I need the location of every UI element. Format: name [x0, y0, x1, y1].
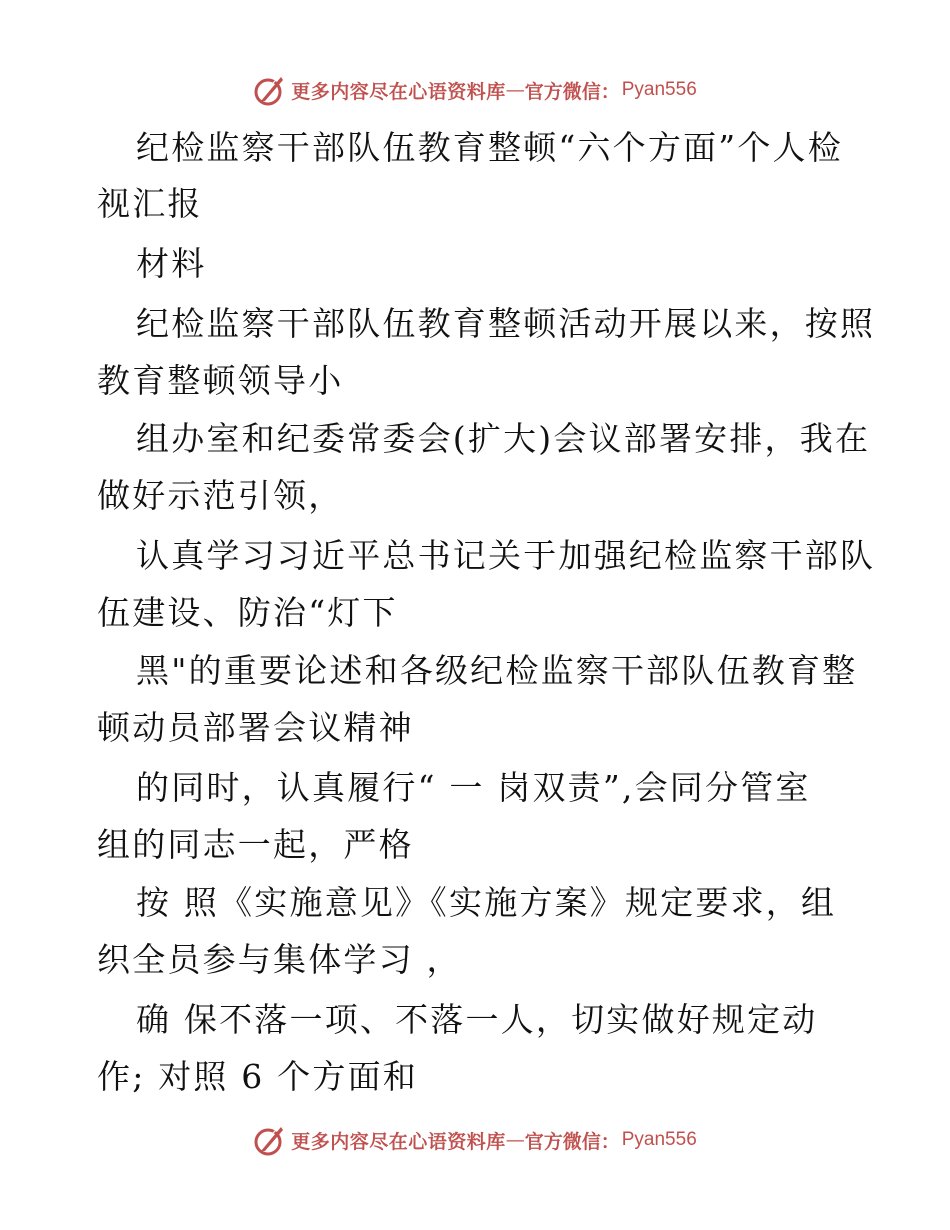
footer-banner: [0, 1120, 950, 1160]
text-line: 顿动员部署会议精神: [97, 708, 414, 747]
quill-logo-icon: [253, 1123, 287, 1157]
text-line: 黑"的重要论述和各级纪检监察干部队伍教育整: [136, 651, 858, 690]
text-line: 组的同志一起，严格: [97, 825, 414, 864]
text-line: 教育整顿领导小: [97, 361, 344, 400]
header-banner: [0, 70, 950, 110]
text-line: 伍建设、防治“灯下: [97, 593, 398, 632]
quill-logo-icon: [253, 73, 287, 107]
text-line: 组办室和纪委常委会(扩大)会议部署安排，我在: [136, 419, 871, 458]
text-line: 视汇报: [97, 184, 203, 223]
header-wechat-label: 官方微信：: [524, 80, 620, 103]
text-line: 认真学习习近平总书记关于加强纪检监察干部队: [136, 536, 876, 575]
text-line: 作; 对照 6 个方面和: [97, 1057, 418, 1096]
header-separator: —: [505, 79, 525, 101]
text-line: 做好示范引领，: [97, 476, 344, 515]
header-wechat-id: Pyan556: [621, 79, 697, 100]
header-site-name: 更多内容尽在心语资料库: [291, 80, 506, 103]
footer-wechat-label: 官方微信：: [524, 1130, 620, 1153]
text-line: 按 照《实施意见》《实施方案》规定要求，组: [136, 883, 837, 922]
text-line: 织全员参与集体学习 ，: [97, 940, 462, 979]
text-line: 纪检监察干部队伍教育整顿“六个方面”个人检: [136, 128, 843, 167]
footer-site-name: 更多内容尽在心语资料库: [291, 1130, 506, 1153]
text-line: 的同时，认真履行“ 一 岗双责”,会同分管室: [136, 768, 811, 807]
text-line: 材料: [136, 244, 207, 283]
footer-separator: —: [505, 1129, 525, 1151]
text-line: 确 保不落一项、不落一人，切实做好规定动: [136, 1000, 818, 1039]
footer-wechat-id: Pyan556: [621, 1129, 697, 1150]
text-line: 纪检监察干部队伍教育整顿活动开展以来，按照: [136, 304, 876, 343]
